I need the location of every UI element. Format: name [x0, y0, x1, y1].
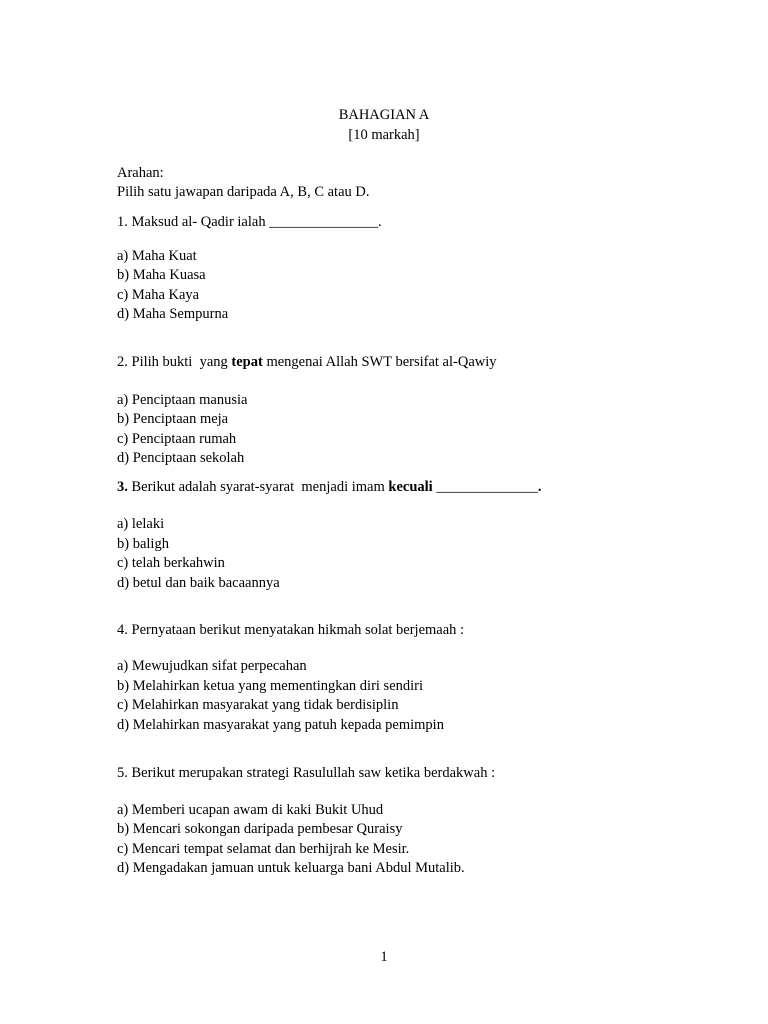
- section-title: BAHAGIAN A: [338, 107, 430, 123]
- question-1-option-b: b) Maha Kuasa: [117, 267, 206, 283]
- instructions-label: Arahan:: [117, 165, 164, 181]
- question-3-keyword: kecuali: [388, 479, 433, 495]
- question-3-option-b: b) baligh: [117, 536, 169, 552]
- question-5-stem: 5. Berikut merupakan strategi Rasulullah saw ketika berdakwah :: [117, 765, 496, 781]
- question-5-option-a: a) Memberi ucapan awam di kaki Bukit Uhud: [117, 802, 384, 818]
- question-4-option-b: b) Melahirkan ketua yang mementingkan diri sendiri: [117, 678, 424, 694]
- question-4-option-a: a) Mewujudkan sifat perpecahan: [117, 658, 307, 674]
- question-3-stem: [117, 478, 541, 496]
- question-2-option-b: b) Penciptaan meja: [117, 411, 229, 427]
- question-2-keyword: tepat: [231, 354, 263, 370]
- question-1-option-d: d) Maha Sempurna: [117, 306, 229, 322]
- question-3-option-a: a) lelaki: [117, 516, 165, 532]
- question-4-option-c: c) Melahirkan masyarakat yang tidak berdisiplin: [117, 697, 399, 713]
- question-2-stem-start: 2. Pilih bukti yang: [117, 354, 232, 370]
- question-2-stem: [117, 353, 497, 371]
- question-2-option-c: c) Penciptaan rumah: [117, 431, 237, 447]
- question-2-option-a: a) Penciptaan manusia: [117, 392, 248, 408]
- question-2-stem-end: mengenai Allah SWT bersifat al-Qawiy: [262, 354, 497, 370]
- question-3-blank: ______________: [432, 479, 538, 495]
- question-3-option-d: d) betul dan baik bacaannya: [117, 575, 280, 591]
- page-number: 1: [380, 949, 388, 965]
- question-1-option-a: a) Maha Kuat: [117, 248, 197, 264]
- question-5-option-d: d) Mengadakan jamuan untuk keluarga bani Abdul Mutalib.: [117, 860, 465, 876]
- instructions-text: Pilih satu jawapan daripada A, B, C atau D.: [117, 184, 370, 200]
- section-marks: [10 markah]: [348, 127, 420, 143]
- question-4-option-d: d) Melahirkan masyarakat yang patuh kepada pemimpin: [117, 717, 444, 733]
- question-5-option-b: b) Mencari sokongan daripada pembesar Quraisy: [117, 821, 403, 837]
- question-3-stem-end: .: [537, 479, 542, 495]
- question-3-stem-start: Berikut adalah syarat-syarat menjadi imam: [127, 479, 389, 495]
- question-3-number: 3.: [117, 479, 128, 495]
- question-4-stem: 4. Pernyataan berikut menyatakan hikmah solat berjemaah :: [117, 622, 465, 638]
- question-5-option-c: c) Mencari tempat selamat dan berhijrah ke Mesir.: [117, 841, 410, 857]
- question-3-option-c: c) telah berkahwin: [117, 555, 225, 571]
- question-2-option-d: d) Penciptaan sekolah: [117, 450, 245, 466]
- question-1-option-c: c) Maha Kaya: [117, 287, 200, 303]
- question-1-stem: 1. Maksud al- Qadir ialah _______________.: [117, 214, 382, 230]
